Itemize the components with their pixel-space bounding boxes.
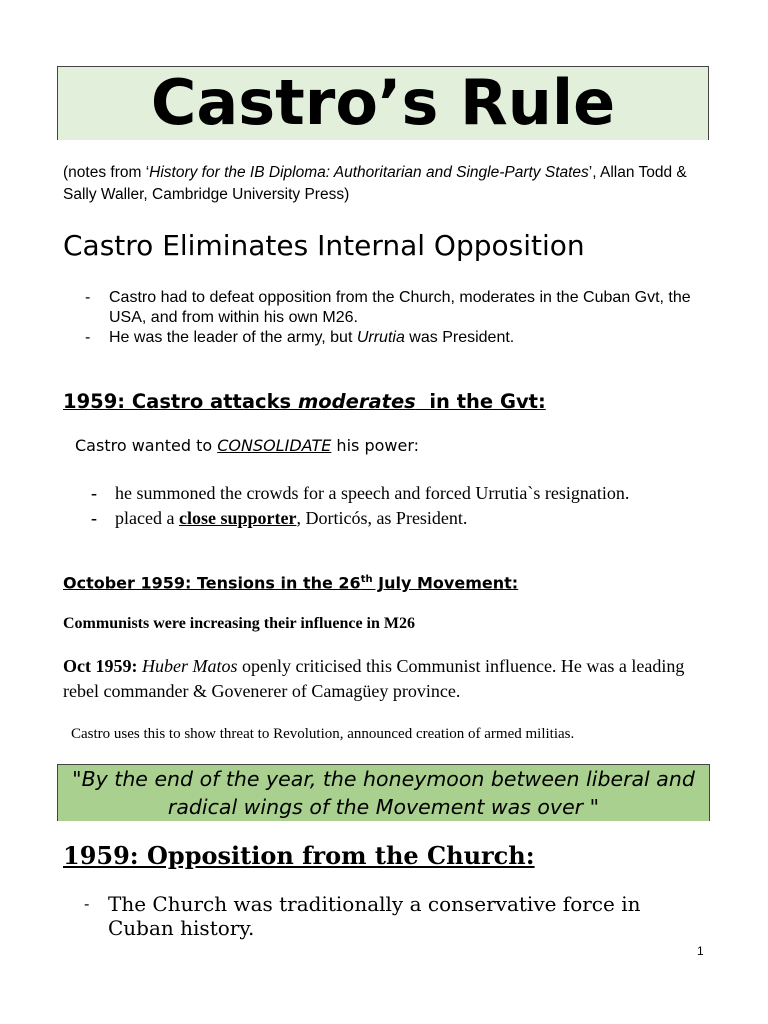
quote-box: "By the end of the year, the honeymoon between liberal and radical wings of the Movement was over " (57, 764, 710, 821)
internal-opposition-list (85, 288, 709, 348)
page-number: 1 (697, 944, 704, 958)
bullet-dash: - (91, 483, 97, 503)
bullet-dash: - (84, 894, 90, 913)
list-item-text: The Church was traditionally a conservative force in Cuban history. (108, 892, 641, 940)
text-after: , Dorticós, as President. (296, 508, 468, 528)
bullet-dash: - (85, 289, 91, 306)
close-supporter: close supporter (178, 508, 297, 528)
heading-october-tensions (63, 569, 518, 594)
text-after: was President. (404, 329, 515, 346)
matos-name: Huber Matos (141, 656, 238, 676)
matos-date-label: Oct 1959: (63, 656, 138, 676)
heading-italic: moderates (297, 390, 416, 413)
militia-line (63, 722, 723, 745)
communists-line (63, 612, 415, 635)
heading-suffix: in the Gvt: (415, 390, 546, 413)
heading-superscript: th (360, 574, 373, 585)
list-item-text (115, 508, 467, 528)
source-citation (63, 162, 723, 206)
list-item-text (109, 329, 514, 346)
list-item-text: Castro had to defeat opposition from the Church, moderates in the Cuban Gvt, the USA, and from within his own M26. (109, 289, 691, 326)
text-before: He was the leader of the army, but (109, 329, 357, 346)
heading-prefix: October 1959: Tensions in the 26 (63, 573, 361, 593)
list-item (91, 506, 735, 531)
list-item (84, 892, 688, 940)
consolidate-suffix: his power: (331, 436, 419, 455)
church-list (84, 892, 688, 940)
list-item-text: he summoned the crowds for a speech and forced Urrutia`s resignation. (115, 483, 630, 503)
militia-text: Castro uses this to show threat to Revolution, announced creation of armed militias. (71, 726, 575, 742)
list-item (91, 481, 735, 506)
page-title: Castro’s Rule (57, 66, 709, 140)
moderates-list (91, 481, 735, 531)
source-book-title: History for the IB Diploma: Authoritarian and Single-Party States (149, 164, 589, 181)
heading-prefix: 1959: Castro attacks (63, 390, 298, 413)
consolidate-word: CONSOLIDATE (217, 436, 332, 455)
text-before: placed a (115, 508, 179, 528)
consolidate-line (75, 435, 419, 457)
list-item (85, 288, 709, 328)
urrutia-name: Urrutia (356, 329, 405, 346)
communists-text: Communists were increasing their influence in M26 (63, 615, 415, 632)
list-item (85, 328, 709, 348)
source-suffix: ’, Allan Todd & Sally Waller, Cambridge University Press) (63, 164, 687, 203)
bullet-dash: - (85, 329, 91, 346)
heading-suffix: July Movement: (372, 573, 519, 593)
consolidate-prefix: Castro wanted to (75, 436, 218, 455)
heading-internal-opposition: Castro Eliminates Internal Opposition (63, 229, 585, 262)
source-prefix: (notes from ‘ (63, 164, 150, 181)
heading-church-opposition: 1959: Opposition from the Church: (63, 841, 535, 870)
heading-attacks-moderates (63, 389, 546, 415)
matos-paragraph (63, 654, 713, 704)
bullet-dash: - (91, 508, 97, 528)
matos-text: openly criticised this Communist influence. He was a leading rebel commander & Govenerer of Camagüey province. (63, 656, 685, 701)
